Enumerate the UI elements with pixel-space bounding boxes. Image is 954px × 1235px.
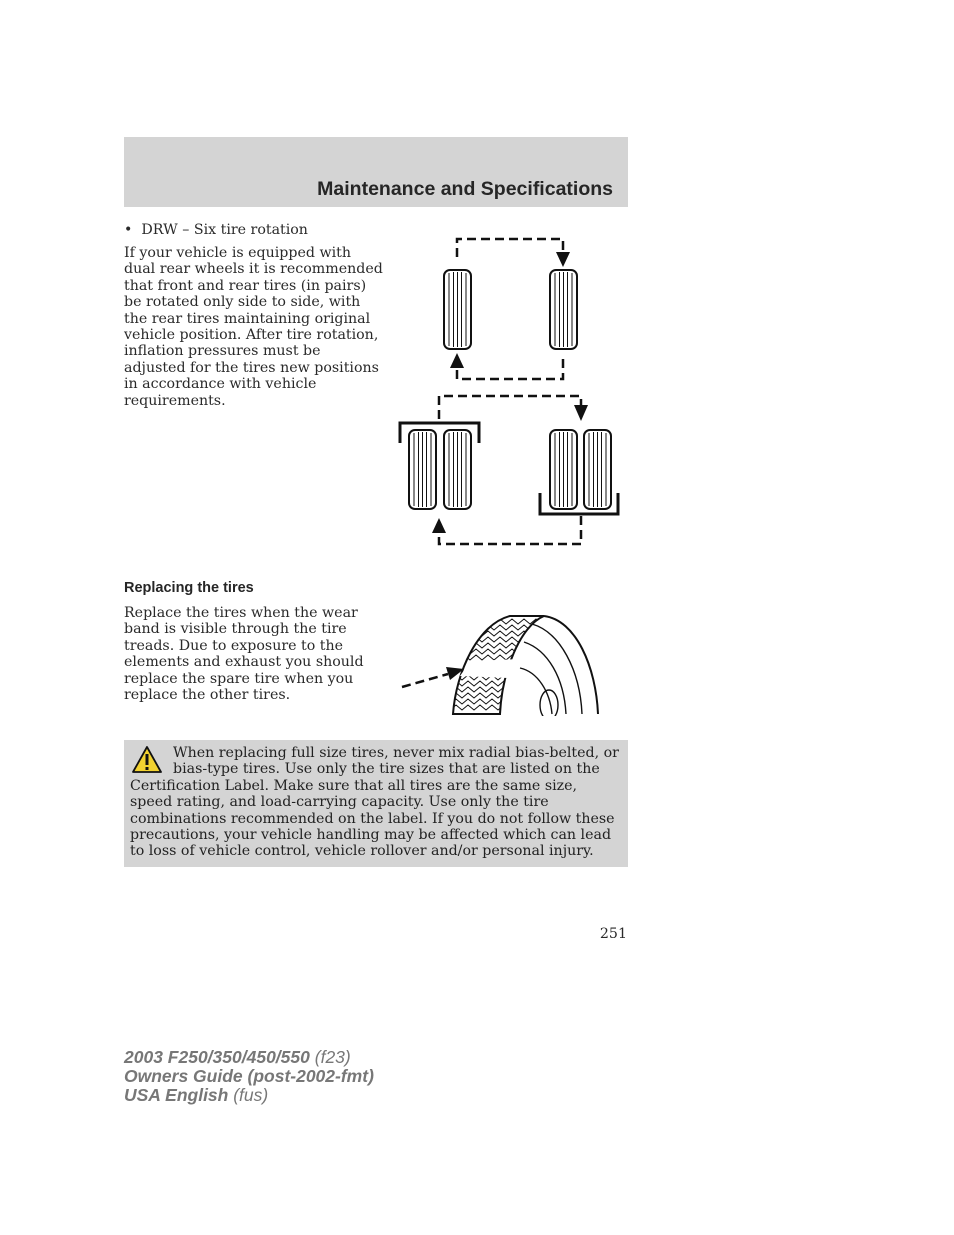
front-right-tire — [550, 270, 577, 349]
page-number: 251 — [599, 926, 627, 942]
front-left-tire — [444, 270, 471, 349]
rear-right-outer-tire — [584, 430, 611, 509]
footer-line-3 — [124, 1086, 374, 1105]
footer-language-code: (fus) — [233, 1085, 269, 1105]
rear-right-inner-tire — [550, 430, 577, 509]
rear-left-outer-tire — [409, 430, 436, 509]
warning-text: When replacing full size tires, never mix radial bias-belted, or bias-type tires. Use only the tire sizes that are listed on the Certification Label. Make sure that all tires are the same size, speed rating, and load-carrying capacity. Use only the tire combinations recommended on the label. If you do not follow these precautions, your vehicle handling may be affected which can lead to loss of vehicle control, vehicle rollover and/or personal injury. — [130, 745, 619, 860]
six-tire-rotation-diagram — [395, 235, 625, 550]
replacing-paragraph: Replace the tires when the wear band is visible through the tire treads. Due to exposure to the elements and exhaust you should replace the spare tire when you replace the other tires. — [124, 605, 364, 704]
footer-language: USA English — [124, 1085, 229, 1105]
warning-box — [124, 740, 628, 867]
front-bottom-path — [457, 359, 563, 379]
rear-left-inner-tire — [444, 430, 471, 509]
front-top-path — [457, 239, 563, 257]
front-up-arrow-icon — [450, 353, 464, 368]
footer-model: 2003 F250/350/450/550 — [124, 1047, 310, 1067]
rear-bottom-path — [439, 516, 581, 544]
bullet-text: DRW – Six tire rotation — [141, 222, 308, 238]
bullet-marker: • — [124, 222, 133, 238]
replacing-heading: Replacing the tires — [124, 580, 254, 596]
footer-model-code: (f23) — [314, 1047, 351, 1067]
footer-line-2 — [124, 1067, 374, 1086]
sidewall-ring-middle — [524, 642, 566, 714]
wear-band-pointer — [402, 674, 448, 687]
rear-down-arrow-icon — [574, 405, 588, 421]
rear-up-arrow-icon — [432, 518, 446, 533]
section-title: Maintenance and Specifications — [317, 178, 613, 200]
wheel-hub — [540, 690, 558, 716]
front-down-arrow-icon — [556, 252, 570, 267]
footer-guide: Owners Guide (post-2002-fmt) — [124, 1066, 374, 1086]
rear-top-path — [439, 396, 581, 419]
tire-wear-band-illustration — [398, 612, 608, 716]
bullet-item — [124, 222, 384, 238]
footer-line-1 — [124, 1048, 374, 1067]
footer — [124, 1048, 374, 1105]
section-header — [124, 137, 628, 207]
rotation-paragraph: If your vehicle is equipped with dual rear wheels it is recommended that front and rear tires (in pairs) be rotated only side to side, with the rear tires maintaining original vehicle position. After tire rotation, inflation pressures must be adjusted for the tires new positions in accordance with vehicle requirements. — [124, 245, 383, 409]
